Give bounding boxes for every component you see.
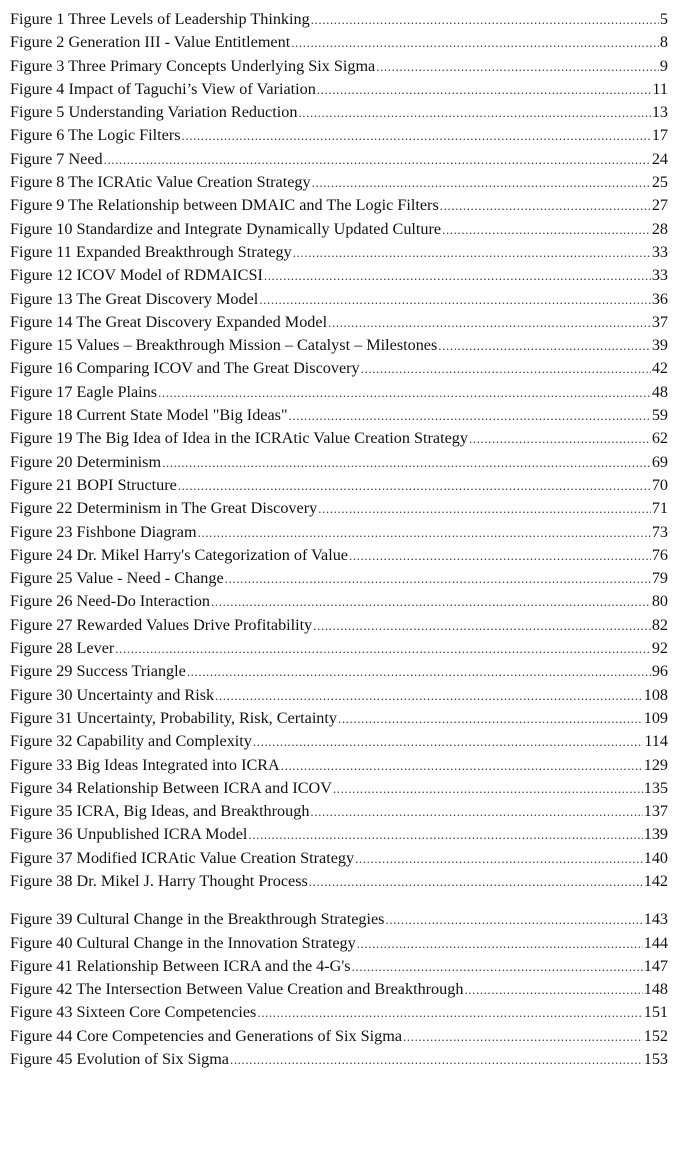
figure-page-number: 80 <box>651 592 668 611</box>
figure-entry[interactable] <box>10 955 668 978</box>
figure-page-number: 33 <box>651 266 668 285</box>
figure-title: Figure 32 Capability and Complexity <box>10 732 252 751</box>
figure-page-number: 73 <box>651 522 668 541</box>
figure-entry[interactable] <box>10 241 668 264</box>
figure-entry[interactable] <box>10 497 668 520</box>
dot-leader <box>464 978 642 1001</box>
figure-entry[interactable] <box>10 381 668 404</box>
figure-title: Figure 40 Cultural Change in the Innovation Strategy <box>10 933 356 952</box>
figure-title: Figure 45 Evolution of Six Sigma <box>10 1050 229 1069</box>
figure-entry[interactable] <box>10 288 668 311</box>
dot-leader <box>225 567 651 590</box>
figure-title: Figure 6 The Logic Filters <box>10 126 181 145</box>
figure-page-number: 82 <box>651 615 668 634</box>
figure-entry[interactable] <box>10 847 668 870</box>
figure-title: Figure 26 Need-Do Interaction <box>10 592 211 611</box>
figure-page-number: 13 <box>651 103 668 122</box>
figure-page-number: 37 <box>651 312 668 331</box>
dot-leader <box>338 707 643 730</box>
figure-entry[interactable] <box>10 427 668 450</box>
dot-leader <box>178 474 651 497</box>
figure-page-number: 28 <box>651 219 668 238</box>
figure-entry[interactable] <box>10 777 668 800</box>
dot-leader <box>289 404 651 427</box>
figure-title: Figure 29 Success Triangle <box>10 662 186 681</box>
figure-title: Figure 25 Value - Need - Change <box>10 569 224 588</box>
figure-page-number: 129 <box>643 755 668 774</box>
dot-leader <box>376 55 659 78</box>
figure-page-number: 143 <box>643 910 668 929</box>
figure-title: Figure 17 Eagle Plains <box>10 382 158 401</box>
dot-leader <box>162 451 651 474</box>
figure-entry[interactable] <box>10 544 668 567</box>
figure-page-number: 144 <box>643 933 668 952</box>
figure-entry[interactable] <box>10 218 668 241</box>
dot-leader <box>264 264 651 287</box>
figure-entry[interactable] <box>10 334 668 357</box>
figure-title: Figure 22 Determinism in The Great Discovery <box>10 499 318 518</box>
figure-page-number: 33 <box>651 242 668 261</box>
figure-title: Figure 33 Big Ideas Integrated into ICRA <box>10 755 280 774</box>
figure-entry[interactable] <box>10 932 668 955</box>
figure-entry[interactable] <box>10 1001 668 1024</box>
table-of-figures <box>10 8 668 1071</box>
dot-leader <box>328 311 651 334</box>
figure-title: Figure 5 Understanding Variation Reduction <box>10 103 298 122</box>
figure-entry[interactable] <box>10 1048 668 1071</box>
figure-page-number: 135 <box>643 778 668 797</box>
figure-page-number: 36 <box>651 289 668 308</box>
figure-page-number: 139 <box>643 825 668 844</box>
figure-title: Figure 10 Standardize and Integrate Dynamically Updated Culture <box>10 219 442 238</box>
dot-leader <box>352 955 643 978</box>
dot-leader <box>317 78 652 101</box>
dot-leader <box>386 908 643 931</box>
figure-entry[interactable] <box>10 474 668 497</box>
figure-title: Figure 11 Expanded Breakthrough Strategy <box>10 242 292 261</box>
figure-entry[interactable] <box>10 707 668 730</box>
figure-entry[interactable] <box>10 194 668 217</box>
figure-entry[interactable] <box>10 637 668 660</box>
figure-title: Figure 38 Dr. Mikel J. Harry Thought Process <box>10 871 308 890</box>
dot-leader <box>442 218 651 241</box>
dot-leader <box>309 870 643 893</box>
figure-title: Figure 2 Generation III - Value Entitlement <box>10 33 291 52</box>
figure-page-number: 9 <box>659 56 668 75</box>
dot-leader <box>291 31 659 54</box>
figure-title: Figure 23 Fishbone Diagram <box>10 522 197 541</box>
dot-leader <box>333 777 643 800</box>
figure-title: Figure 39 Cultural Change in the Breakthrough Strategies <box>10 910 385 929</box>
figure-entry[interactable] <box>10 660 668 683</box>
dot-leader <box>313 614 651 637</box>
figure-page-number: 59 <box>651 406 668 425</box>
figure-title: Figure 1 Three Levels of Leadership Thinking <box>10 10 310 28</box>
figure-title: Figure 13 The Great Discovery Model <box>10 289 259 308</box>
figure-title: Figure 34 Relationship Between ICRA and ICOV <box>10 778 332 797</box>
dot-leader <box>211 590 651 613</box>
dot-leader <box>104 148 651 171</box>
figure-title: Figure 28 Lever <box>10 639 115 658</box>
figure-entry[interactable] <box>10 684 668 707</box>
figure-page-number: 108 <box>643 685 668 704</box>
figure-entry[interactable] <box>10 357 668 380</box>
figure-page-number: 17 <box>651 126 668 145</box>
figure-title: Figure 31 Uncertainty, Probability, Risk, Certainty <box>10 708 337 727</box>
figure-title: Figure 43 Sixteen Core Competencies <box>10 1003 257 1022</box>
figure-title: Figure 12 ICOV Model of RDMAICSI <box>10 266 263 285</box>
dot-leader <box>182 124 651 147</box>
figure-page-number: 152 <box>643 1026 668 1045</box>
dot-leader <box>259 288 651 311</box>
figure-page-number: 92 <box>651 639 668 658</box>
figure-title: Figure 37 Modified ICRAtic Value Creation Strategy <box>10 848 355 867</box>
figure-title: Figure 9 The Relationship between DMAIC and The Logic Filters <box>10 196 439 215</box>
figure-title: Figure 20 Determinism <box>10 452 162 471</box>
dot-leader <box>438 334 651 357</box>
figure-entry[interactable] <box>10 31 668 54</box>
figure-page-number: 148 <box>643 980 668 999</box>
figure-title: Figure 27 Rewarded Values Drive Profitability <box>10 615 313 634</box>
dot-leader <box>355 847 643 870</box>
figure-page-number: 11 <box>652 79 668 98</box>
dot-leader <box>253 730 643 753</box>
figure-entry[interactable] <box>10 870 668 893</box>
figure-title: Figure 30 Uncertainty and Risk <box>10 685 215 704</box>
figure-title: Figure 36 Unpublished ICRA Model <box>10 825 248 844</box>
figure-page-number: 76 <box>651 545 668 564</box>
figure-page-number: 48 <box>651 382 668 401</box>
dot-leader <box>298 101 650 124</box>
dot-leader <box>281 754 643 777</box>
figure-entry[interactable] <box>10 800 668 823</box>
figure-entry[interactable] <box>10 1025 668 1048</box>
figure-entry[interactable] <box>10 8 668 31</box>
figure-entry[interactable] <box>10 521 668 544</box>
dot-leader <box>158 381 651 404</box>
figure-page-number: 25 <box>651 173 668 192</box>
figure-title: Figure 15 Values – Breakthrough Mission – Catalyst – Milestones <box>10 336 438 355</box>
figure-entry[interactable] <box>10 148 668 171</box>
figure-entry[interactable] <box>10 55 668 78</box>
figure-entry[interactable] <box>10 614 668 637</box>
figure-page-number: 27 <box>651 196 668 215</box>
figure-title: Figure 21 BOPI Structure <box>10 475 177 494</box>
figure-entry[interactable] <box>10 908 668 931</box>
figure-entry[interactable] <box>10 264 668 287</box>
dot-leader <box>187 660 651 683</box>
figure-page-number: 69 <box>651 452 668 471</box>
dot-leader <box>312 171 651 194</box>
figure-page-number: 42 <box>651 359 668 378</box>
figure-title: Figure 35 ICRA, Big Ideas, and Breakthrough <box>10 802 310 821</box>
figure-entry[interactable] <box>10 78 668 101</box>
figure-entry[interactable] <box>10 124 668 147</box>
figure-title: Figure 19 The Big Idea of Idea in the ICRAtic Value Creation Strategy <box>10 429 468 448</box>
dot-leader <box>403 1025 643 1048</box>
figure-title: Figure 8 The ICRAtic Value Creation Strategy <box>10 173 311 192</box>
dot-leader <box>215 684 643 707</box>
figure-page-number: 153 <box>643 1050 668 1069</box>
figure-page-number: 147 <box>643 956 668 975</box>
figure-entry[interactable] <box>10 451 668 474</box>
dot-leader <box>310 800 642 823</box>
figure-entry[interactable] <box>10 730 668 753</box>
dot-leader <box>349 544 651 567</box>
figure-title: Figure 7 Need <box>10 149 103 168</box>
figure-entry[interactable] <box>10 311 668 334</box>
dot-leader <box>257 1001 642 1024</box>
figure-page-number: 137 <box>643 802 668 821</box>
figure-title: Figure 16 Comparing ICOV and The Great Discovery <box>10 359 360 378</box>
dot-leader <box>293 241 651 264</box>
figure-page-number: 96 <box>651 662 668 681</box>
figure-page-number: 140 <box>643 848 668 867</box>
dot-leader <box>361 357 651 380</box>
figure-title: Figure 4 Impact of Taguchi’s View of Variation <box>10 79 316 98</box>
dot-leader <box>248 823 642 846</box>
figure-entry[interactable] <box>10 567 668 590</box>
dot-leader <box>198 521 651 544</box>
figure-title: Figure 44 Core Competencies and Generations of Six Sigma <box>10 1026 403 1045</box>
figure-page-number: 151 <box>643 1003 668 1022</box>
figure-entry[interactable] <box>10 590 668 613</box>
figure-title: Figure 3 Three Primary Concepts Underlying Six Sigma <box>10 56 376 75</box>
dot-leader <box>357 932 643 955</box>
dot-leader <box>311 8 659 31</box>
figure-page-number: 71 <box>651 499 668 518</box>
figure-entry[interactable] <box>10 823 668 846</box>
figure-entry[interactable] <box>10 101 668 124</box>
dot-leader <box>440 194 651 217</box>
dot-leader <box>318 497 651 520</box>
dot-leader <box>469 427 651 450</box>
figure-page-number: 114 <box>644 732 668 751</box>
figure-entry[interactable] <box>10 754 668 777</box>
figure-page-number: 79 <box>651 569 668 588</box>
figure-page-number: 39 <box>651 336 668 355</box>
figure-title: Figure 41 Relationship Between ICRA and the 4-G's <box>10 956 351 975</box>
figure-entry[interactable] <box>10 404 668 427</box>
figure-page-number: 5 <box>659 10 668 28</box>
dot-leader <box>115 637 651 660</box>
figure-entry[interactable] <box>10 978 668 1001</box>
figure-title: Figure 14 The Great Discovery Expanded Model <box>10 312 328 331</box>
figure-page-number: 8 <box>659 33 668 52</box>
dot-leader <box>230 1048 643 1071</box>
figure-page-number: 62 <box>651 429 668 448</box>
figure-title: Figure 42 The Intersection Between Value Creation and Breakthrough <box>10 980 464 999</box>
figure-entry[interactable] <box>10 171 668 194</box>
figure-page-number: 109 <box>643 708 668 727</box>
figure-page-number: 70 <box>651 475 668 494</box>
figure-page-number: 24 <box>651 149 668 168</box>
figure-title: Figure 18 Current State Model "Big Ideas" <box>10 406 288 425</box>
figure-page-number: 142 <box>643 871 668 890</box>
figure-title: Figure 24 Dr. Mikel Harry's Categorization of Value <box>10 545 348 564</box>
